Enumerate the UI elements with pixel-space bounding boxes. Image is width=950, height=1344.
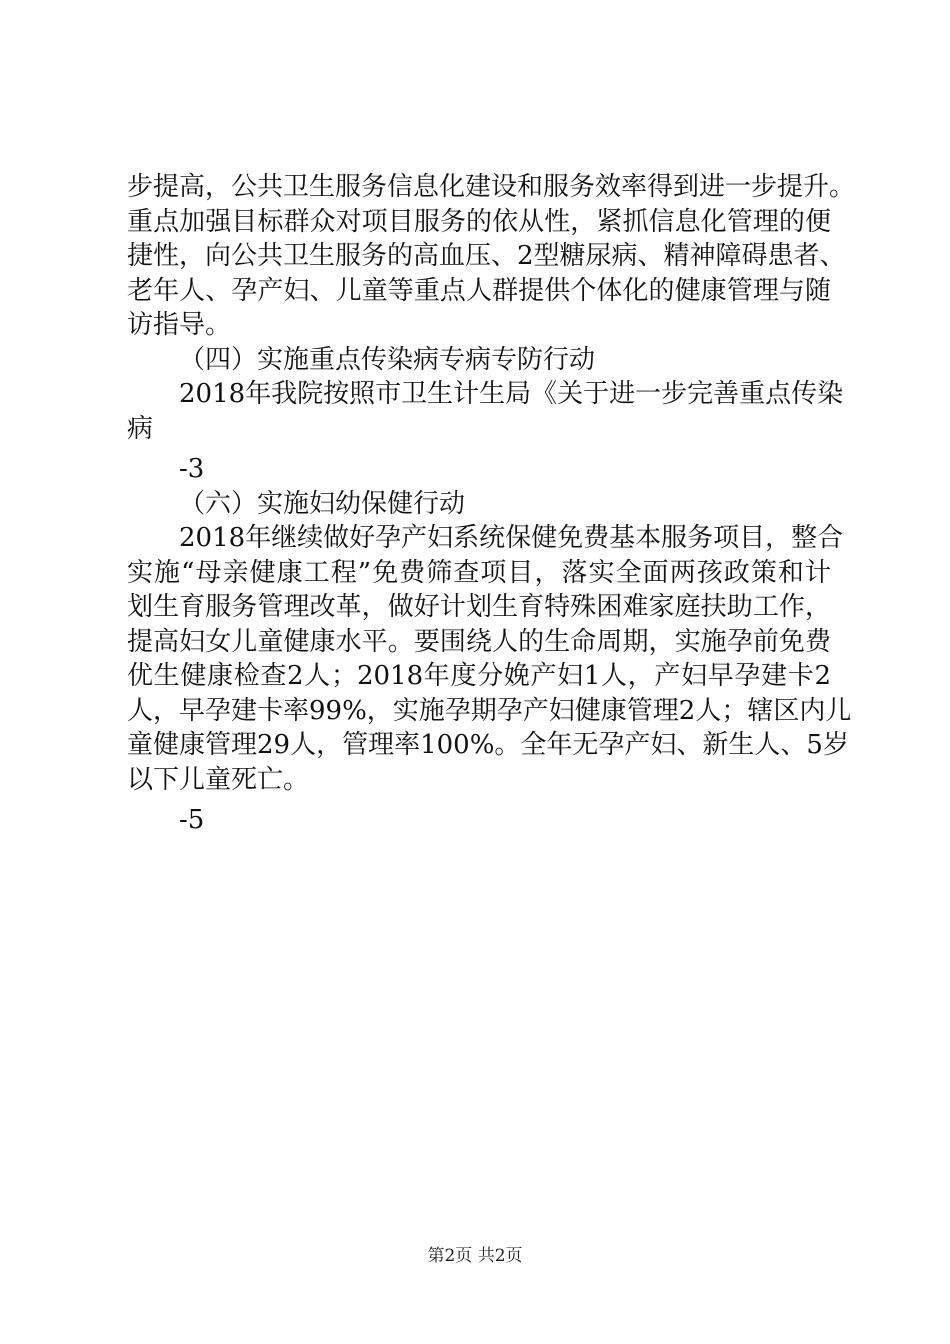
section-heading: （六）实施妇幼保健行动 — [179, 488, 466, 519]
paragraph-line: 老年人、孕产妇、儿童等重点人群提供个体化的健康管理与随 — [127, 275, 831, 306]
section-heading: （四）实施重点传染病专病专防行动 — [179, 344, 596, 375]
paragraph-line: 优生健康检查2人；2018年度分娩产妇1人，产妇早孕建卡2 — [127, 661, 831, 691]
page-marker: -5 — [179, 805, 205, 835]
paragraph-line: 提高妇女儿童健康水平。要围绕人的生命周期，实施孕前免费 — [127, 626, 831, 657]
paragraph-line: 重点加强目标群众对项目服务的依从性，紧抓信息化管理的便 — [127, 206, 831, 237]
paragraph-line: 以下儿童死亡。 — [127, 764, 310, 795]
paragraph-line: 实施“母亲健康工程”免费筛查项目，落实全面两孩政策和计 — [127, 557, 831, 588]
paragraph-line: 病 — [127, 413, 154, 444]
page-footer: 第2页 共2页 — [427, 1246, 523, 1266]
page-marker: -3 — [179, 454, 205, 484]
paragraph-line: 访指导。 — [127, 310, 232, 340]
paragraph-line: 2018年我院按照市卫生计生局《关于进一步完善重点传染 — [179, 379, 844, 409]
paragraph-line: 童健康管理29人，管理率100%。全年无孕产妇、新生人、5岁 — [127, 730, 849, 760]
paragraph-line: 划生育服务管理改革，做好计划生育特殊困难家庭扶助工作， — [127, 592, 831, 622]
paragraph-line: 2018年继续做好孕产妇系统保健免费基本服务项目，整合 — [179, 523, 844, 553]
paragraph-line: 步提高，公共卫生服务信息化建设和服务效率得到进一步提升。 — [127, 172, 856, 202]
paragraph-line: 捷性，向公共卫生服务的高血压、2型糖尿病、精神障碍患者、 — [127, 241, 846, 271]
document-body — [127, 170, 856, 838]
paragraph-line: 人，早孕建卡率99%，实施孕期孕产妇健康管理2人；辖区内儿 — [127, 695, 852, 726]
